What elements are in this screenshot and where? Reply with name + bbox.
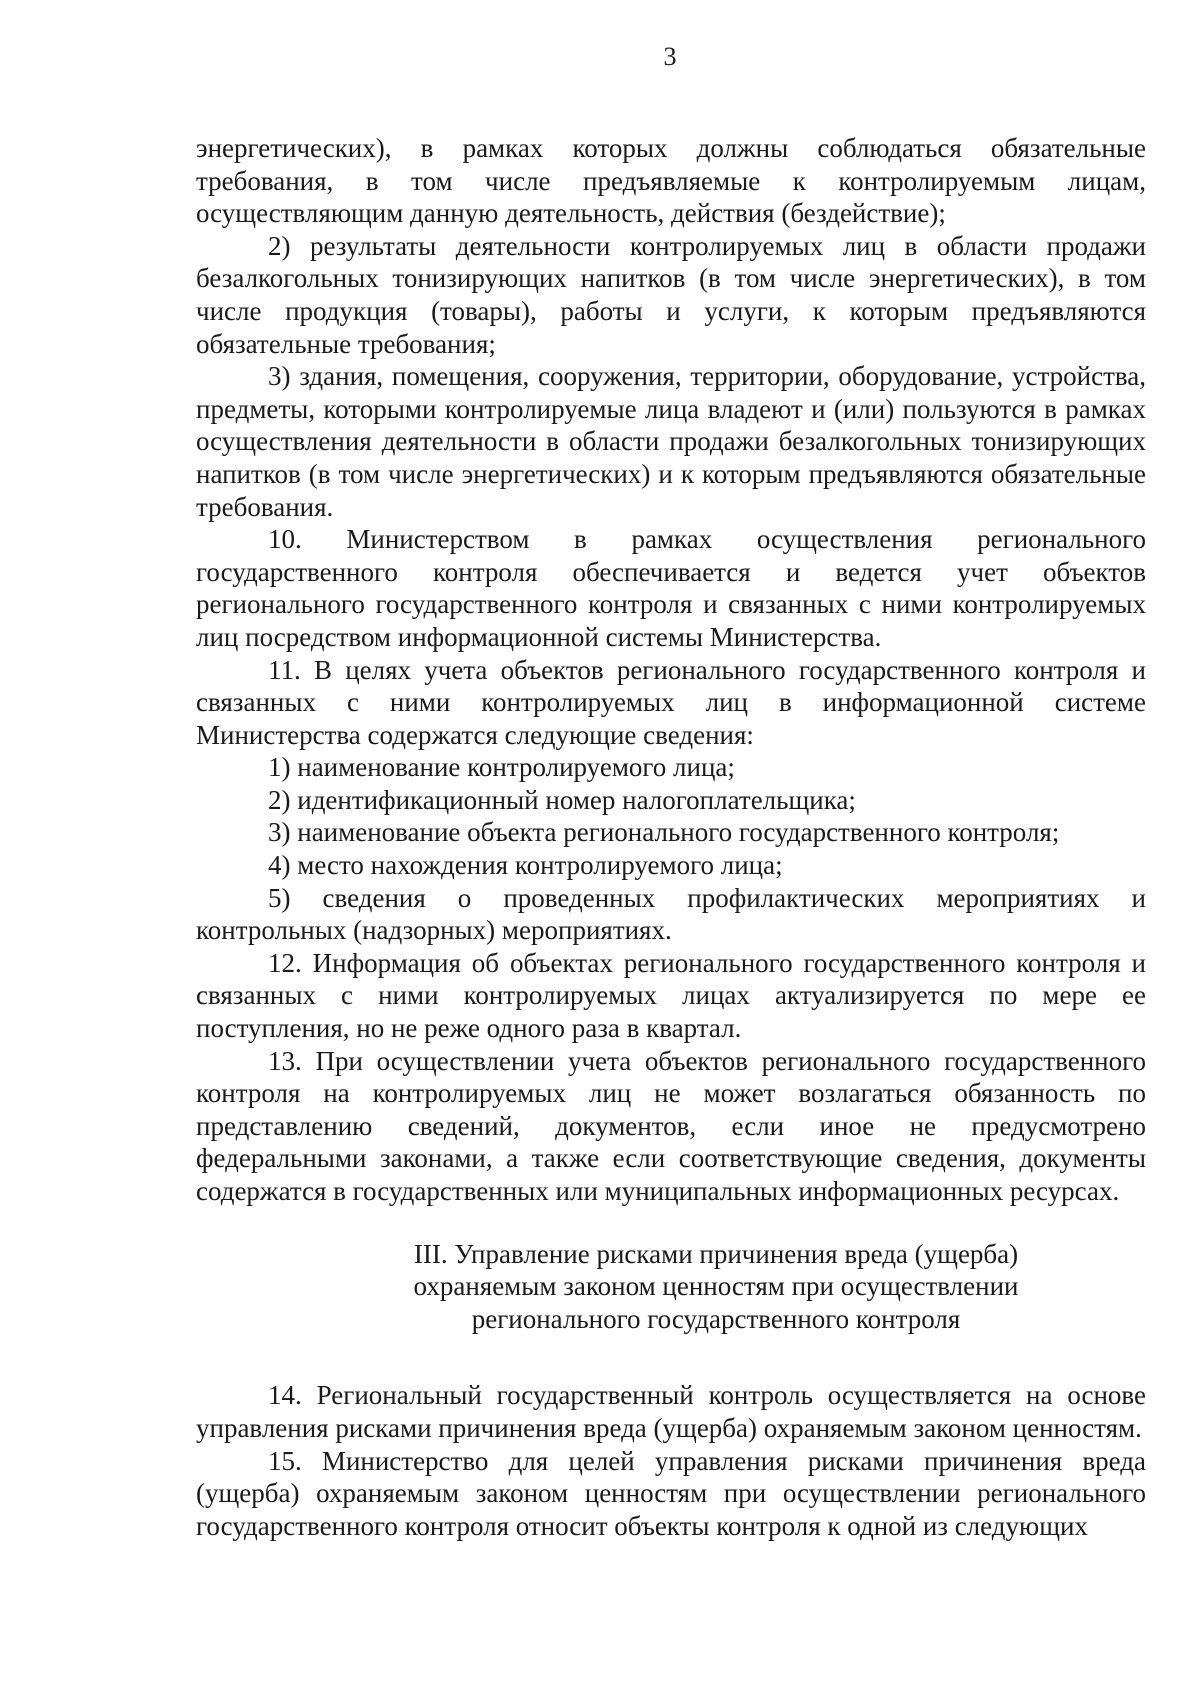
paragraph: 1) наименование контролируемого лица; <box>268 752 735 783</box>
section-heading-line: III. Управление рисками причинения вреда (ущерба) <box>413 1238 1019 1269</box>
paragraph: 13. При осуществлении учета объектов регионального государственного контроля на контролируемых лиц не может возлагаться обязанность по представлению сведений, документов, если иное не предусмотрено федеральными законами, а также если соответствующие сведения, документы содержатся в государственных или муниципальных информационных ресурсах. <box>196 1045 1146 1206</box>
paragraph: 4) место нахождения контролируемого лица; <box>268 850 783 881</box>
document-body <box>196 132 1146 1542</box>
page-number: 3 <box>663 42 677 71</box>
paragraph: 14. Региональный государственный контроль осуществляется на основе управления рисками причинения вреда (ущерба) охраняемым законом ценностям. <box>196 1380 1146 1443</box>
paragraph: энергетических), в рамках которых должны соблюдаться обязательные требования, в том числе предъявляемые к контролируемым лицам, осуществляющим данную деятельность, действия (бездействие); <box>196 133 1146 229</box>
paragraph: 2) результаты деятельности контролируемых лиц в области продажи безалкогольных тонизирующих напитков (в том числе энергетических), в том числе продукция (товары), работы и услуги, к которым предъявляются обязательные требования; <box>196 230 1146 359</box>
paragraph: 15. Министерство для целей управления рисками причинения вреда (ущерба) охраняемым законом ценностям при осуществлении регионального государственного контроля относит объекты контроля к одной из следующих <box>196 1445 1146 1541</box>
section-heading-line: охраняемым законом ценностям при осуществлении <box>413 1271 1019 1302</box>
paragraph: 10. Министерством в рамках осуществления регионального государственного контроля обеспечивается и ведется учет объектов регионального государственного контроля и связанных с ними контролируемых лиц посредством информационной системы Министерства. <box>196 524 1146 652</box>
section-heading <box>196 1238 1146 1336</box>
paragraph: 12. Информация об объектах регионального государственного контроля и связанных с ними контролируемых лицах актуализируется по мере ее поступления, но не реже одного раза в квартал. <box>196 947 1146 1044</box>
paragraph: 3) наименование объекта регионального государственного контроля; <box>268 817 1060 848</box>
paragraphs-after-heading <box>196 1379 1146 1542</box>
paragraphs-before-heading <box>196 132 1146 1208</box>
paragraph: 2) идентификационный номер налогоплательщика; <box>268 784 856 815</box>
section-heading-line: регионального государственного контроля <box>471 1303 961 1334</box>
paragraph: 5) сведения о проведенных профилактических мероприятиях и контрольных (надзорных) мероприятиях. <box>196 882 1146 946</box>
paragraph: 3) здания, помещения, сооружения, территории, оборудование, устройства, предметы, которыми контролируемые лица владеют и (или) пользуются в рамках осуществления деятельности в области продажи безалкогольных тонизирующих напитков (в том числе энергетических) и к которым предъявляются обязательные требования. <box>196 361 1146 522</box>
paragraph: 11. В целях учета объектов регионального государственного контроля и связанных с ними контролируемых лиц в информационной системе Министерства содержатся следующие сведения: <box>196 654 1146 750</box>
